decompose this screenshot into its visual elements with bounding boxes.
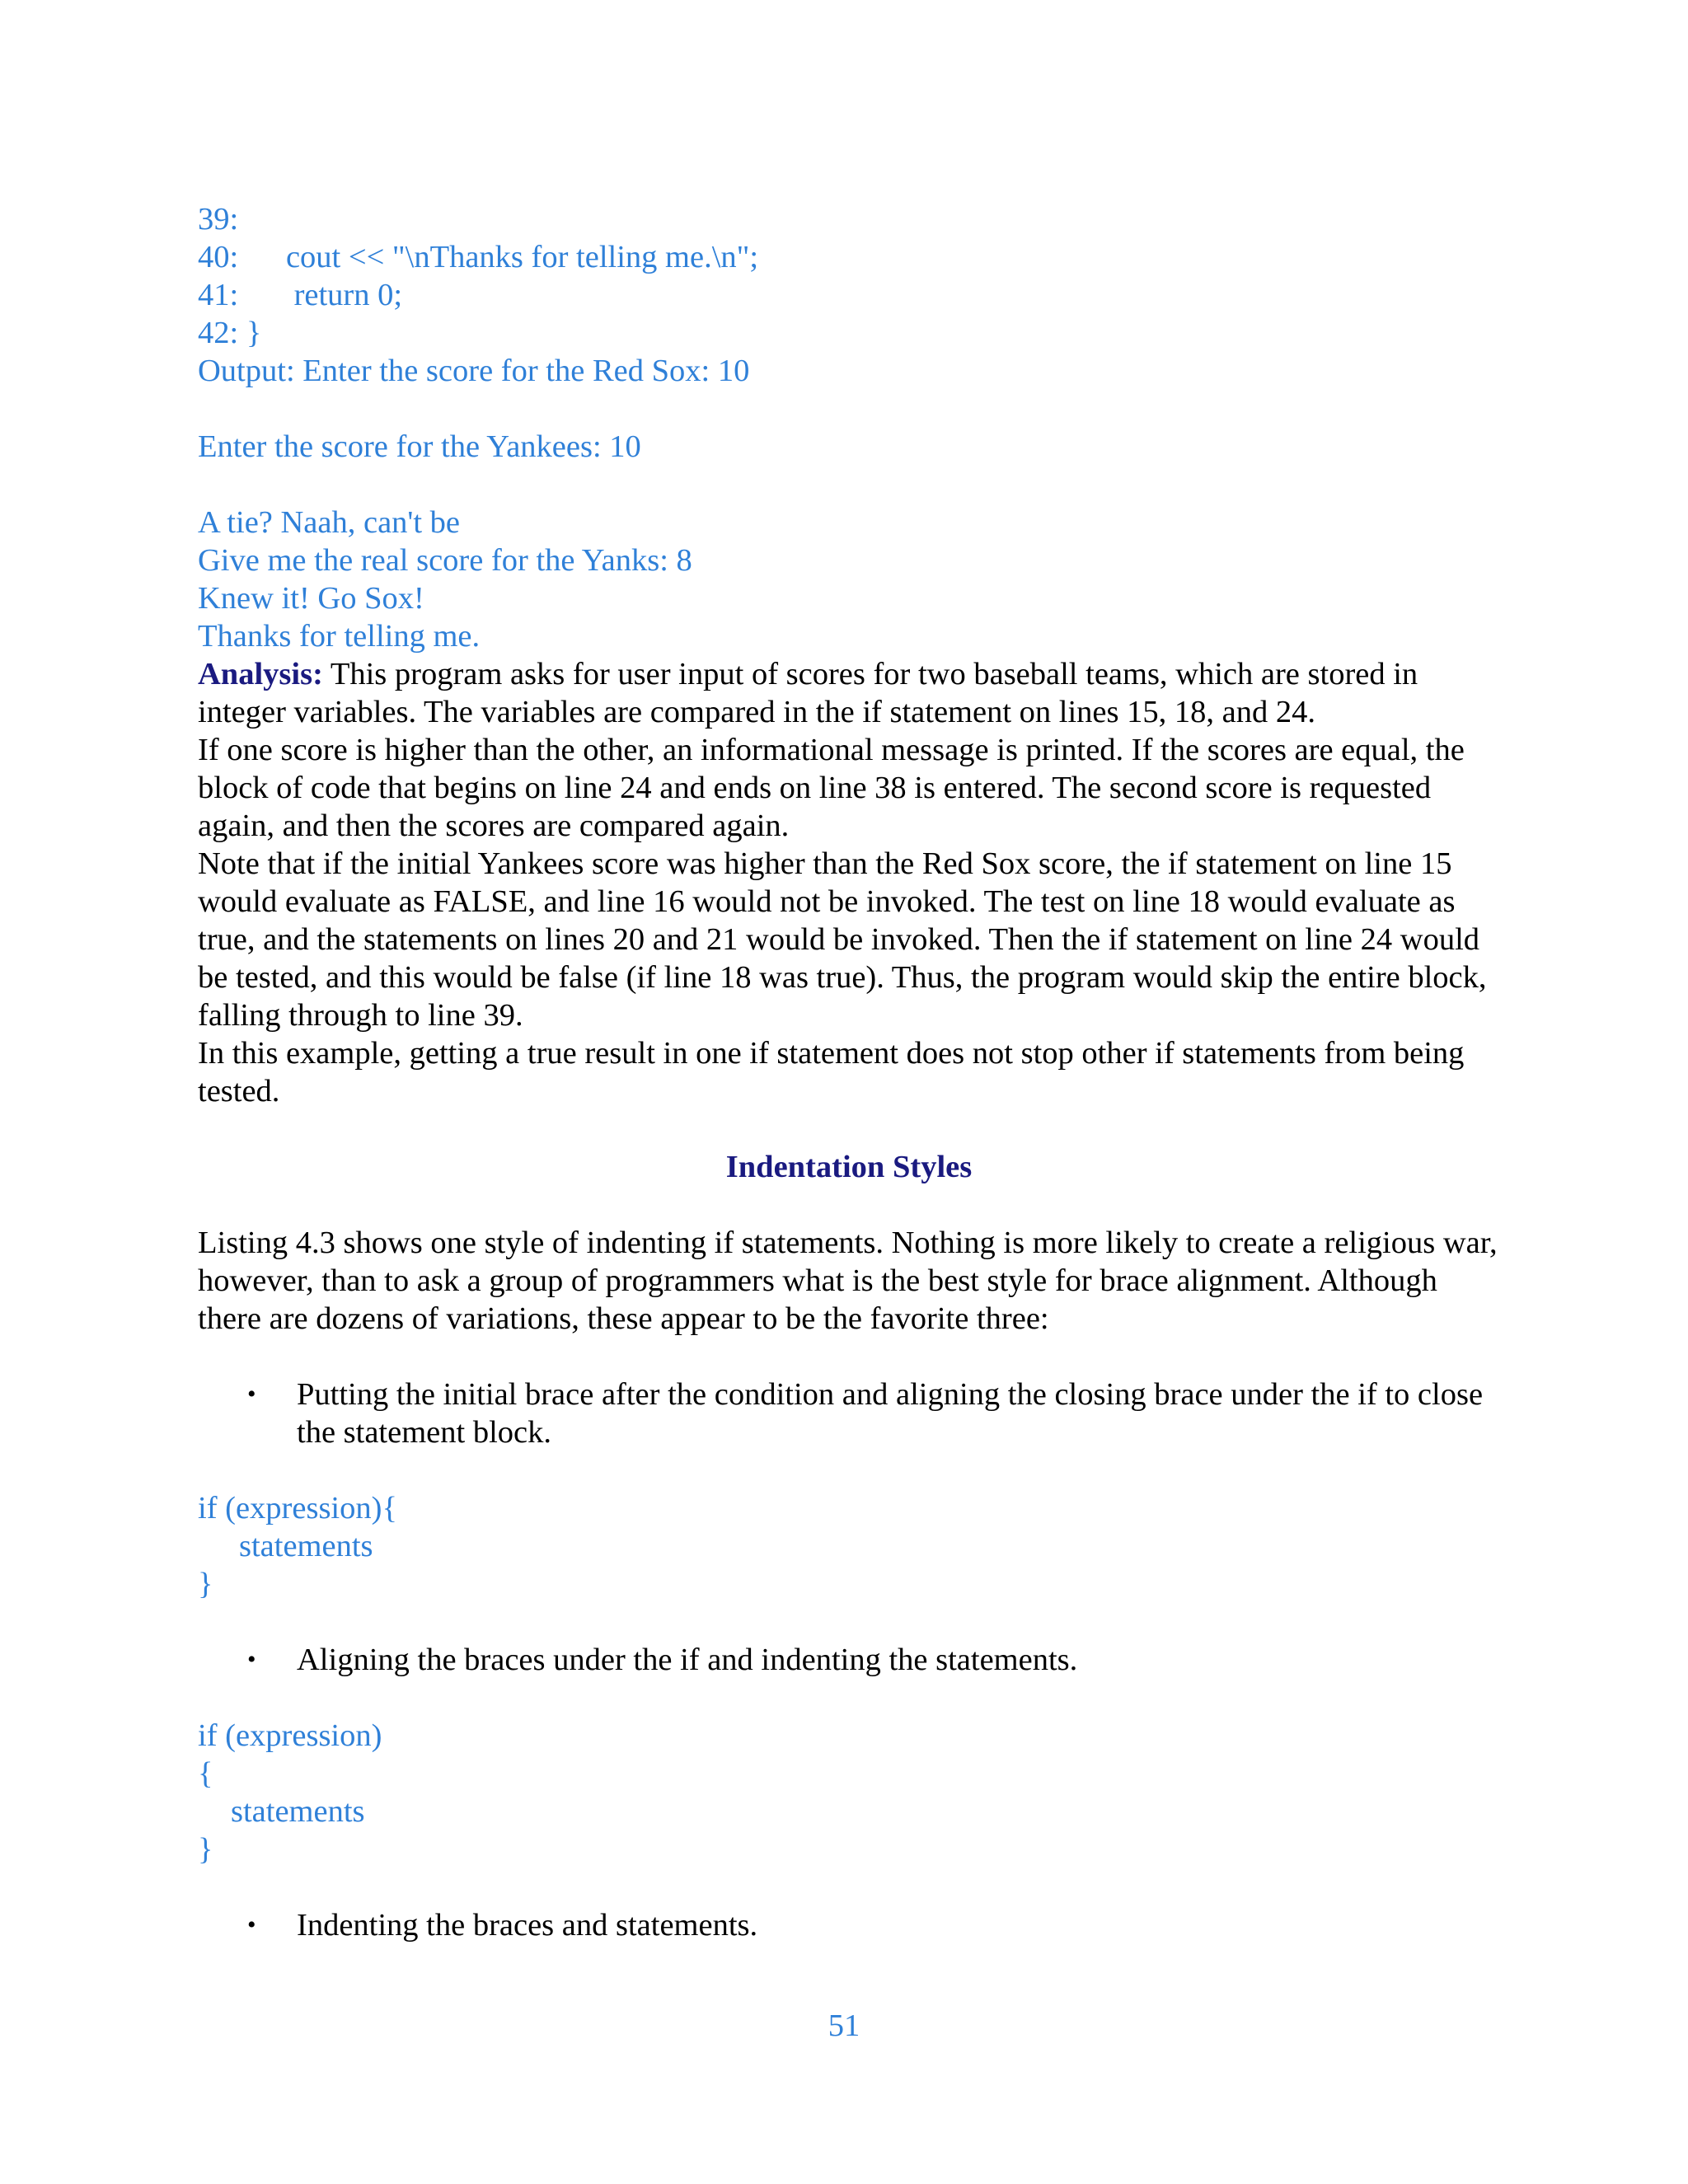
code-text: { [198, 1756, 213, 1791]
output-line: Give me the real score for the Yanks: 8 [198, 543, 692, 578]
code-line-42: 42: } [198, 316, 262, 350]
code-listing [198, 200, 1500, 352]
analysis-label: Analysis: [198, 657, 323, 691]
code-line-40: 40: cout << "\nThanks for telling me.\n"; [198, 240, 759, 274]
code-example-2 [198, 1717, 1500, 1868]
bullet-list-1 [198, 1376, 1500, 1451]
code-text: } [198, 1832, 213, 1867]
intro-paragraph: Listing 4.3 shows one style of indenting if statements. Nothing is more likely to create a religious war, however, than to ask a group of programmers what is the best style for brace alignment. Although there are dozens of variations, these appear to be the favorite three: [198, 1226, 1498, 1336]
output-line: Knew it! Go Sox! [198, 581, 424, 616]
code-text: if (expression){ [198, 1491, 397, 1526]
page-number: 51 [828, 2008, 860, 2043]
code-example-1 [198, 1489, 1500, 1603]
code-line-41: 41: return 0; [198, 278, 403, 312]
program-output [198, 352, 1500, 655]
analysis-paragraph-3: Note that if the initial Yankees score was higher than the Red Sox score, the if statement on line 15 would evaluate as FALSE, and line 16 would not be invoked. The test on line 18 would evaluate as true, and the statements on lines 20 and 21 would be invoked. Then the if statement on line 24 would be tested, and this would be false (if line 18 was true). Thus, the program would skip the entire block, falling through to line 39. [198, 846, 1487, 1033]
bullet-icon: • [247, 1646, 256, 1673]
code-text: statements [231, 1794, 365, 1829]
code-text: statements [239, 1529, 373, 1563]
output-line: A tie? Naah, can't be [198, 505, 461, 540]
code-text: } [198, 1567, 213, 1601]
analysis-paragraph-1: Analysis: This program asks for user input of scores for two baseball teams, which are stored in integer variables. The variables are compared in the if statement on lines 15, 18, and 24. [198, 657, 1418, 729]
list-item: • Putting the initial brace after the condition and aligning the closing brace under the if to close the statement block. [247, 1377, 1484, 1450]
list-item: • Aligning the braces under the if and indenting the statements. [247, 1643, 1078, 1677]
output-line: Enter the score for the Yankees: 10 [198, 429, 641, 464]
analysis-paragraph-2: If one score is higher than the other, an informational message is printed. If the scores are equal, the block of code that begins on line 24 and ends on line 38 is entered. The second score is requested again, and then the scores are compared again. [198, 733, 1465, 843]
code-line-39: 39: [198, 202, 239, 237]
list-item: • Indenting the braces and statements. [247, 1908, 758, 1943]
analysis-paragraph-4: In this example, getting a true result in one if statement does not stop other if statements from being tested. [198, 1036, 1465, 1108]
output-line: Thanks for telling me. [198, 619, 481, 654]
document-page [198, 200, 1500, 1944]
bullet-icon: • [247, 1911, 256, 1938]
bullet-list-3 [198, 1906, 1500, 1944]
bullet-list-2 [198, 1641, 1500, 1679]
bullet-icon: • [247, 1380, 256, 1408]
section-heading: Indentation Styles [725, 1150, 973, 1184]
output-line: Output: Enter the score for the Red Sox: 10 [198, 354, 750, 388]
code-text: if (expression) [198, 1718, 382, 1753]
analysis-section [198, 655, 1500, 1110]
